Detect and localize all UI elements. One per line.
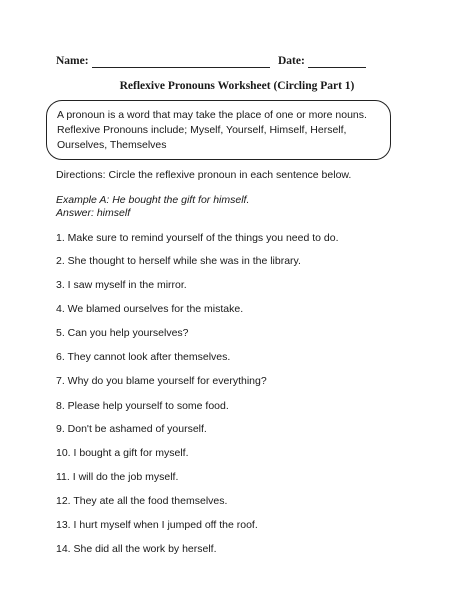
sentence-2: 2. She thought to herself while she was in the library.	[56, 255, 301, 267]
intro-box	[46, 100, 391, 160]
sentence-4: 4. We blamed ourselves for the mistake.	[56, 303, 244, 315]
sentence-8: 8. Please help yourself to some food.	[56, 400, 229, 412]
sentence-12: 12. They ate all the food themselves.	[56, 495, 228, 507]
sentence-10: 10. I bought a gift for myself.	[56, 447, 189, 459]
directions-text: Directions: Circle the reflexive pronoun in each sentence below.	[56, 169, 352, 181]
sentence-1: 1. Make sure to remind yourself of the things you need to do.	[56, 232, 339, 244]
name-blank-line	[92, 67, 270, 68]
sentence-9: 9. Don't be ashamed of yourself.	[56, 423, 207, 435]
worksheet-title: Reflexive Pronouns Worksheet (Circling Part 1)	[119, 80, 355, 92]
worksheet-header	[56, 55, 376, 71]
date-label: Date:	[278, 55, 305, 67]
example-sentence: Example A: He bought the gift for himself.	[56, 194, 250, 206]
sentence-7: 7. Why do you blame yourself for everything?	[56, 375, 267, 387]
sentence-13: 13. I hurt myself when I jumped off the roof.	[56, 519, 258, 531]
intro-line-2: Reflexive Pronouns include; Myself, Yourself, Himself, Herself,	[57, 124, 347, 136]
sentence-5: 5. Can you help yourselves?	[56, 327, 189, 339]
sentence-11: 11. I will do the job myself.	[56, 471, 179, 483]
sentence-14: 14. She did all the work by herself.	[56, 543, 217, 555]
name-label: Name:	[56, 55, 89, 67]
example-answer: Answer: himself	[56, 207, 131, 219]
sentence-3: 3. I saw myself in the mirror.	[56, 279, 187, 291]
sentence-6: 6. They cannot look after themselves.	[56, 351, 231, 363]
date-blank-line	[308, 67, 366, 68]
intro-line-1: A pronoun is a word that may take the place of one or more nouns.	[57, 109, 367, 121]
intro-line-3: Ourselves, Themselves	[57, 139, 167, 151]
